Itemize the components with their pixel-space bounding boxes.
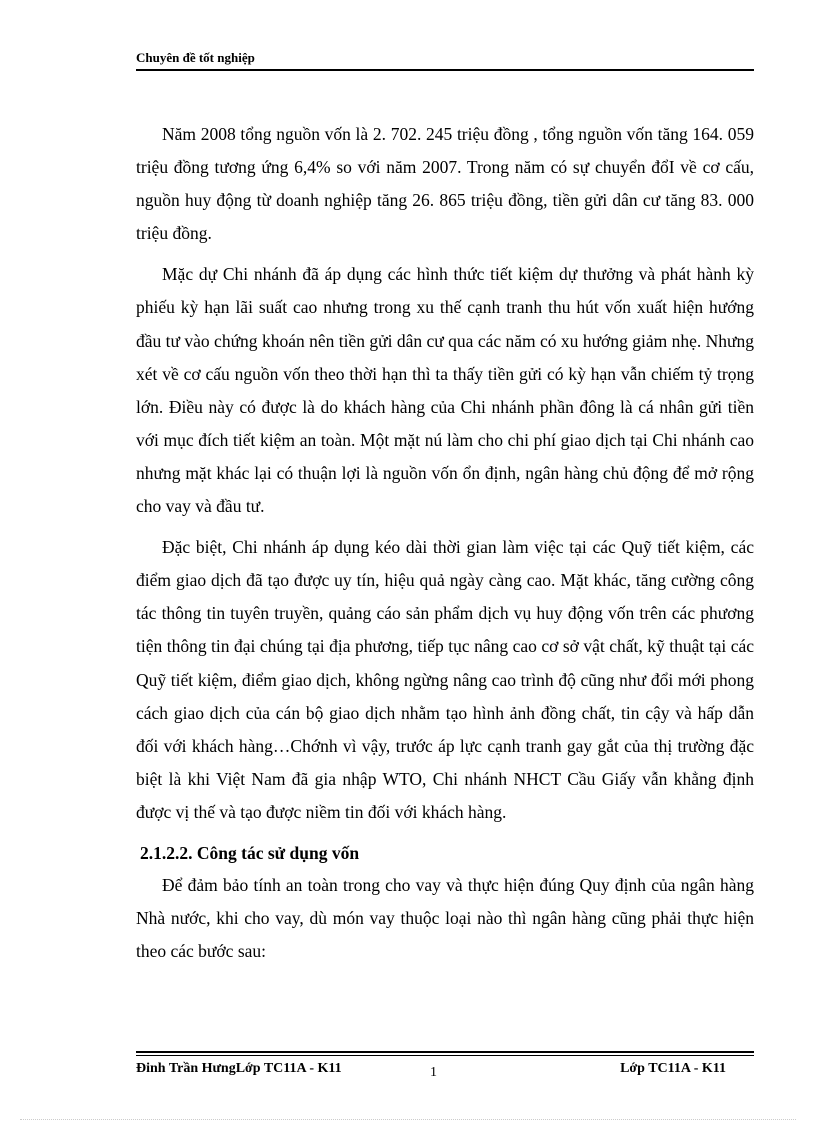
- paragraph-2: Mặc dự Chi nhánh đã áp dụng các hình thức tiết kiệm dự thưởng và phát hành kỳ phiếu kỳ hạn lãi suất cao nhưng trong xu thế cạnh tranh thu hút vốn xuất hiện hướng đầu tư vào chứng khoán nên tiền gửi dân cư qua các năm có xu hướng giảm nhẹ. Nhưng xét về cơ cấu nguồn vốn theo thời hạn thì ta thấy tiền gửi có kỳ hạn vẫn chiếm tỷ trọng lớn. Điều này có được là do khách hàng của Chi nhánh phần đông là cá nhân gửi tiền với mục đích tiết kiệm an toàn. Một mặt nú làm cho chi phí giao dịch tại Chi nhánh cao nhưng mặt khác lại có thuận lợi là nguồn vốn ổn định, ngân hàng chủ động để mở rộng cho vay và đầu tư.: [136, 264, 754, 517]
- footer-class: Lớp TC11A - K11: [620, 1061, 726, 1076]
- document-body: [136, 118, 754, 976]
- footer-rule: [136, 1051, 754, 1056]
- page-header: [136, 50, 754, 71]
- page-bottom-divider: [20, 1119, 796, 1120]
- paragraph-1: Năm 2008 tổng nguồn vốn là 2. 702. 245 triệu đồng , tổng nguồn vốn tăng 164. 059 triệu đồng tương ứng 6,4% so với năm 2007. Trong năm có sự chuyển đổI về cơ cấu, nguồn huy động từ doanh nghiệp tăng 26. 865 triệu đồng, tiền gửi dân cư tăng 83. 000 triệu đồng.: [136, 124, 754, 244]
- header-title: Chuyên đề tốt nghiệp: [136, 50, 255, 65]
- paragraph-4: Để đảm bảo tính an toàn trong cho vay và thực hiện đúng Quy định của ngân hàng Nhà nước, khi cho vay, dù món vay thuộc loại nào thì ngân hàng cũng phải thực hiện theo các bước sau:: [136, 874, 754, 962]
- page-number: 1: [430, 1065, 437, 1080]
- section-heading: 2.1.2.2. Công tác sử dụng vốn: [140, 842, 360, 863]
- paragraph-3: Đặc biệt, Chi nhánh áp dụng kéo dài thời gian làm việc tại các Quỹ tiết kiệm, các điểm giao dịch đã tạo được uy tín, hiệu quả ngày càng cao. Mặt khác, tăng cường công tác thông tin tuyên truyền, quảng cáo sản phẩm dịch vụ huy động vốn trên các phương tiện thông tin đại chúng tại địa phương, tiếp tục nâng cao cơ sở vật chất, kỹ thuật tại các Quỹ tiết kiệm, điểm giao dịch, không ngừng nâng cao trình độ cũng như đổi mới phong cách giao dịch của cán bộ giao dịch nhằm tạo hình ảnh đồng chất, tin cậy và hấp dẫn đối với khách hàng…Chớnh vì vậy, trước áp lực cạnh tranh gay gắt của thị trường đặc biệt là khi Việt Nam đã gia nhập WTO, Chi nhánh NHCT Cầu Giấy vẫn khẳng định được vị thế và tạo được niềm tin đối với khách hàng.: [136, 537, 754, 822]
- footer-author: Đinh Trần HưngLớp TC11A - K11: [136, 1061, 342, 1076]
